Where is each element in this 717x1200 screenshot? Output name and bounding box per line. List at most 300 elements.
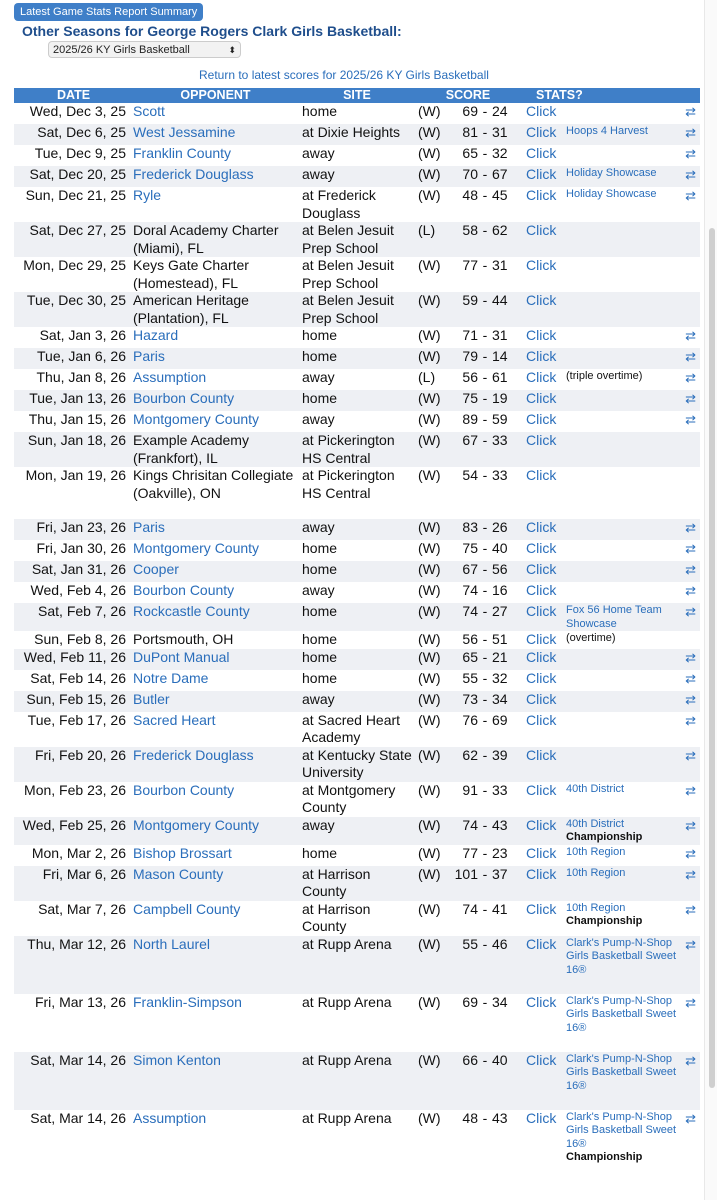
game-date: Thu, Jan 8, 26 [36, 369, 126, 385]
row-action-cell [680, 649, 700, 670]
game-note-text[interactable]: Hoops 4 Harvest [566, 125, 648, 137]
table-row [14, 292, 700, 327]
score-dash: - [482, 292, 488, 308]
game-note-text[interactable]: Clark's Pump-N-Shop Girls Basketball Sweet 16® [566, 994, 677, 1034]
game-date: Sun, Jan 18, 26 [27, 432, 126, 448]
stats-click-link[interactable]: Click [526, 145, 557, 161]
opponent-score: 34 [492, 993, 508, 1010]
game-result: (L) [418, 369, 436, 385]
compare-arrows-icon[interactable]: ⇄ [685, 167, 697, 182]
opponent-score: 46 [492, 935, 508, 952]
game-note [566, 649, 680, 670]
opponent-link[interactable]: Scott [133, 103, 165, 119]
team-score: 75 [462, 390, 478, 406]
game-note-text[interactable]: Fox 56 Home Team Showcase [566, 604, 662, 630]
season-select[interactable] [48, 41, 241, 58]
opponent-link[interactable]: Assumption [133, 1109, 207, 1126]
row-action-cell [680, 103, 700, 124]
row-action-cell [680, 1052, 700, 1110]
game-site: away [302, 145, 335, 161]
opponent-cell [133, 467, 298, 519]
opponent-score: 21 [492, 648, 508, 665]
compare-arrows-icon[interactable]: ⇄ [685, 845, 697, 861]
table-row [14, 817, 700, 845]
game-date: Mon, Feb 23, 26 [24, 781, 126, 798]
game-note-text[interactable]: 10th Region [566, 901, 626, 914]
game-site: home [302, 390, 338, 406]
compare-arrows-icon[interactable]: ⇄ [685, 817, 697, 833]
stats-click-link[interactable]: Click [526, 816, 557, 833]
game-note [566, 292, 680, 327]
table-row [14, 187, 700, 222]
game-note [566, 432, 680, 467]
row-action-cell [680, 866, 700, 901]
game-date: Wed, Feb 25, 26 [22, 816, 126, 833]
game-note [566, 467, 680, 519]
row-action-cell [680, 582, 700, 603]
stats-click-link[interactable]: Click [526, 519, 557, 535]
stats-click-link[interactable]: Click [526, 411, 557, 427]
row-action-cell [680, 187, 700, 222]
game-site: home [302, 348, 338, 364]
table-row [14, 540, 700, 561]
game-site: at Harrison County [302, 865, 371, 899]
team-score: 62 [462, 746, 478, 763]
stats-click-link[interactable]: Click [526, 935, 557, 952]
game-note [566, 257, 680, 292]
stats-click-link[interactable]: Click [526, 669, 557, 686]
score-dash: - [482, 935, 488, 952]
opponent-link[interactable]: Bourbon County [133, 390, 235, 406]
game-result: (W) [418, 690, 441, 707]
game-note-bold: Championship [566, 1151, 643, 1163]
opponent-link[interactable]: Franklin County [133, 145, 232, 161]
stats-click-link[interactable]: Click [526, 432, 557, 448]
game-date: Fri, Mar 6, 26 [42, 865, 126, 882]
table-row [14, 467, 700, 519]
score-dash: - [482, 369, 488, 385]
game-result: (W) [418, 348, 441, 364]
score-dash: - [482, 348, 488, 364]
row-action-cell [680, 845, 700, 866]
compare-arrows-icon[interactable]: ⇄ [685, 104, 697, 119]
game-note [566, 866, 680, 901]
game-date: Fri, Jan 30, 26 [36, 540, 126, 556]
game-date: Mon, Mar 2, 26 [31, 844, 126, 861]
opponent-link[interactable]: Mason County [133, 865, 224, 882]
stats-click-link[interactable]: Click [526, 467, 557, 483]
opponent-score: 62 [492, 222, 508, 238]
opponent-cell [133, 561, 298, 582]
opponent-score: 43 [492, 816, 508, 833]
team-score: 77 [462, 844, 478, 861]
opponent-score: 31 [492, 124, 508, 140]
game-date: Wed, Feb 4, 26 [30, 582, 126, 598]
game-date: Fri, Feb 20, 26 [34, 746, 126, 763]
stats-click-link[interactable]: Click [526, 746, 557, 763]
compare-arrows-icon[interactable]: ⇄ [685, 691, 697, 707]
game-site: away [302, 816, 335, 833]
game-note [566, 327, 680, 348]
stats-click-link[interactable]: Click [526, 187, 557, 203]
game-note [566, 631, 680, 649]
game-site: at Pickerington HS Central [302, 432, 395, 466]
game-note-text[interactable]: Holiday Showcase [566, 167, 657, 179]
opponent-cell [133, 691, 298, 712]
stats-click-link[interactable]: Click [526, 166, 557, 182]
opponent-link[interactable]: Bourbon County [133, 781, 235, 798]
game-note-text[interactable]: Clark's Pump-N-Shop Girls Basketball Sweet 16® [566, 1052, 677, 1092]
compare-arrows-icon[interactable]: ⇄ [685, 412, 697, 427]
stats-click-link[interactable]: Click [526, 690, 557, 707]
stats-click-link[interactable]: Click [526, 603, 557, 619]
opponent-score: 34 [492, 690, 508, 707]
opponent-score: 24 [492, 103, 508, 119]
game-note-text[interactable]: 10th Region [566, 866, 626, 879]
opponent-link[interactable]: Sacred Heart [133, 711, 216, 728]
game-site: home [302, 540, 338, 556]
stats-click-link[interactable]: Click [526, 540, 557, 556]
compare-arrows-icon[interactable]: ⇄ [685, 391, 697, 406]
game-result: (W) [418, 292, 441, 308]
game-note-text[interactable]: 40th District [566, 817, 625, 830]
game-date: Fri, Mar 13, 26 [34, 993, 126, 1010]
row-action-cell [680, 145, 700, 166]
opponent-score: 59 [492, 411, 508, 427]
game-result: (W) [418, 669, 441, 686]
opponent-score: 33 [492, 781, 508, 798]
game-result: (W) [418, 781, 441, 798]
compare-arrows-icon[interactable]: ⇄ [685, 649, 697, 665]
game-note-text[interactable]: 10th Region [566, 845, 626, 858]
team-score: 55 [462, 935, 478, 952]
team-score: 69 [462, 103, 478, 119]
opponent-cell [133, 670, 298, 691]
stats-click-link[interactable]: Click [526, 993, 557, 1010]
game-date: Tue, Feb 17, 26 [27, 711, 126, 728]
col-header-site: SITE [298, 88, 416, 103]
row-action-cell [680, 817, 700, 845]
game-date: Thu, Jan 15, 26 [28, 411, 126, 427]
opponent-score: 44 [492, 292, 508, 308]
opponent-score: 23 [492, 844, 508, 861]
opponent-cell [133, 1052, 298, 1110]
game-date: Tue, Jan 13, 26 [29, 390, 126, 406]
opponent-cell [133, 432, 298, 467]
opponent-cell [133, 187, 298, 222]
latest-stats-summary-button[interactable]: Latest Game Stats Report Summary [14, 3, 203, 21]
compare-arrows-icon[interactable]: ⇄ [685, 994, 697, 1010]
stats-click-link[interactable]: Click [526, 561, 557, 577]
opponent-link[interactable]: DuPont Manual [133, 648, 230, 665]
opponent-cell [133, 747, 298, 782]
compare-arrows-icon[interactable]: ⇄ [685, 782, 697, 798]
table-row [14, 411, 700, 432]
stats-click-link[interactable]: Click [526, 844, 557, 861]
game-note [566, 691, 680, 712]
team-score: 71 [462, 327, 478, 343]
game-note-text[interactable]: 40th District [566, 782, 625, 795]
compare-arrows-icon[interactable]: ⇄ [685, 520, 697, 535]
score-dash: - [482, 993, 488, 1010]
game-note [566, 390, 680, 411]
scrollbar-thumb[interactable] [709, 228, 715, 1088]
score-dash: - [482, 711, 488, 728]
team-score: 59 [462, 292, 478, 308]
game-site: away [302, 166, 335, 182]
stats-click-link[interactable]: Click [526, 1051, 557, 1068]
opponent-link[interactable]: Montgomery County [133, 540, 260, 556]
table-row [14, 901, 700, 936]
score-dash: - [482, 166, 488, 182]
game-date: Fri, Jan 23, 26 [36, 519, 126, 535]
game-note [566, 187, 680, 222]
stats-click-link[interactable]: Click [526, 900, 557, 917]
row-action-cell [680, 390, 700, 411]
opponent-link[interactable]: Simon Kenton [133, 1051, 221, 1068]
stats-click-link[interactable]: Click [526, 582, 557, 598]
table-row [14, 166, 700, 187]
opponent-link[interactable]: Hazard [133, 327, 179, 343]
opponent-name: Doral Academy Charter (Miami), FL [133, 222, 279, 256]
stats-click-link[interactable]: Click [526, 711, 557, 728]
opponent-cell [133, 817, 298, 845]
row-action-cell [680, 124, 700, 145]
team-score: 67 [462, 432, 478, 448]
opponent-link[interactable]: Bishop Brossart [133, 844, 232, 861]
opponent-score: 19 [492, 390, 508, 406]
opponent-link[interactable]: Bourbon County [133, 582, 235, 598]
game-result: (W) [418, 631, 441, 647]
team-score: 79 [462, 348, 478, 364]
opponent-cell [133, 782, 298, 817]
compare-arrows-icon[interactable]: ⇄ [685, 188, 697, 203]
compare-arrows-icon[interactable]: ⇄ [685, 146, 697, 161]
game-result: (W) [418, 746, 441, 763]
score-dash: - [482, 519, 488, 535]
game-note-text[interactable]: Clark's Pump-N-Shop Girls Basketball Sweet 16® [566, 1110, 677, 1150]
compare-arrows-icon[interactable]: ⇄ [685, 670, 697, 686]
compare-arrows-icon[interactable]: ⇄ [685, 125, 697, 140]
compare-arrows-icon[interactable]: ⇄ [685, 901, 697, 917]
compare-arrows-icon[interactable]: ⇄ [685, 1110, 697, 1126]
opponent-link[interactable]: Ryle [133, 187, 162, 203]
score-dash: - [482, 648, 488, 665]
opponent-link[interactable]: Paris [133, 519, 165, 535]
game-note [566, 670, 680, 691]
stats-click-link[interactable]: Click [526, 124, 557, 140]
game-result: (W) [418, 711, 441, 728]
game-note [566, 1052, 680, 1110]
game-result: (W) [418, 187, 441, 203]
opponent-link[interactable]: Montgomery County [133, 411, 260, 427]
opponent-link[interactable]: West Jessamine [133, 124, 236, 140]
team-score: 66 [462, 1051, 478, 1068]
table-row [14, 866, 700, 901]
table-row [14, 124, 700, 145]
score-dash: - [482, 390, 488, 406]
stats-click-link[interactable]: Click [526, 222, 557, 238]
stats-click-link[interactable]: Click [526, 327, 557, 343]
compare-arrows-icon[interactable]: ⇄ [685, 604, 697, 619]
opponent-score: 51 [492, 631, 508, 647]
game-note [566, 519, 680, 540]
return-to-latest-link[interactable]: Return to latest scores for 2025/26 KY Girls Basketball [199, 68, 489, 82]
score-dash: - [482, 145, 488, 161]
row-action-cell [680, 1110, 700, 1182]
stats-click-link[interactable]: Click [526, 369, 557, 385]
score-dash: - [482, 603, 488, 619]
game-date: Tue, Dec 9, 25 [34, 145, 126, 161]
game-result: (W) [418, 519, 441, 535]
game-date: Sat, Jan 31, 26 [31, 561, 126, 577]
game-note-text[interactable]: Holiday Showcase [566, 188, 657, 200]
compare-arrows-icon[interactable]: ⇄ [685, 541, 697, 556]
opponent-score: 16 [492, 582, 508, 598]
table-row [14, 327, 700, 348]
opponent-name: Portsmouth, OH [133, 631, 234, 647]
opponent-link[interactable]: Campbell County [133, 900, 241, 917]
opponent-link[interactable]: Rockcastle County [133, 603, 250, 619]
game-result: (W) [418, 561, 441, 577]
game-site: away [302, 369, 335, 385]
compare-arrows-icon[interactable]: ⇄ [685, 712, 697, 728]
opponent-link[interactable]: Franklin-Simpson [133, 993, 242, 1010]
row-action-cell [680, 782, 700, 817]
row-action-cell [680, 166, 700, 187]
game-result: (W) [418, 1109, 441, 1126]
table-row [14, 519, 700, 540]
stats-click-link[interactable]: Click [526, 1109, 557, 1126]
opponent-link[interactable]: Butler [133, 690, 170, 707]
game-note [566, 124, 680, 145]
team-score: 74 [462, 816, 478, 833]
table-row [14, 603, 700, 631]
row-action-cell [680, 540, 700, 561]
opponent-score: 41 [492, 900, 508, 917]
compare-arrows-icon[interactable]: ⇄ [685, 747, 697, 763]
compare-arrows-icon[interactable]: ⇄ [685, 562, 697, 577]
game-date: Tue, Dec 30, 25 [26, 292, 126, 308]
score-dash: - [482, 467, 488, 483]
game-site: at Rupp Arena [302, 1109, 392, 1126]
stats-click-link[interactable]: Click [526, 865, 557, 882]
stats-click-link[interactable]: Click [526, 648, 557, 665]
opponent-link[interactable]: Assumption [133, 369, 207, 385]
stats-click-link[interactable]: Click [526, 631, 557, 647]
compare-arrows-icon[interactable]: ⇄ [685, 936, 697, 952]
game-site: at Rupp Arena [302, 1051, 392, 1068]
row-action-cell [680, 222, 700, 257]
game-site: at Rupp Arena [302, 935, 392, 952]
opponent-cell [133, 124, 298, 145]
team-score: 67 [462, 561, 478, 577]
opponent-link[interactable]: Montgomery County [133, 816, 260, 833]
team-score: 74 [462, 603, 478, 619]
team-score: 69 [462, 993, 478, 1010]
game-date: Sat, Jan 3, 26 [39, 327, 126, 343]
game-result: (W) [418, 124, 441, 140]
table-row [14, 582, 700, 603]
opponent-cell [133, 390, 298, 411]
game-result: (W) [418, 257, 441, 273]
team-score: 48 [462, 1109, 478, 1126]
table-row [14, 145, 700, 166]
stats-click-link[interactable]: Click [526, 348, 557, 364]
table-row [14, 390, 700, 411]
opponent-cell [133, 901, 298, 936]
opponent-cell [133, 519, 298, 540]
stats-click-link[interactable]: Click [526, 292, 557, 308]
opponent-link[interactable]: North Laurel [133, 935, 211, 952]
row-action-cell [680, 561, 700, 582]
game-site: at Belen Jesuit Prep School [302, 292, 394, 326]
game-result: (W) [418, 411, 441, 427]
game-site: at Pickerington HS Central [302, 467, 395, 501]
row-action-cell [680, 292, 700, 327]
stats-click-link[interactable]: Click [526, 257, 557, 273]
opponent-link[interactable]: Frederick Douglass [133, 746, 254, 763]
game-site: at Belen Jesuit Prep School [302, 222, 394, 256]
opponent-cell [133, 994, 298, 1052]
stats-click-link[interactable]: Click [526, 781, 557, 798]
row-action-cell [680, 936, 700, 994]
team-score: 74 [462, 582, 478, 598]
opponent-cell [133, 411, 298, 432]
opponent-score: 32 [492, 669, 508, 686]
row-action-cell [680, 994, 700, 1052]
team-score: 65 [462, 145, 478, 161]
table-row [14, 631, 700, 649]
opponent-link[interactable]: Paris [133, 348, 165, 364]
stats-click-link[interactable]: Click [526, 390, 557, 406]
compare-arrows-icon[interactable]: ⇄ [685, 370, 697, 385]
game-site: at Frederick Douglass [302, 187, 376, 221]
team-score: 83 [462, 519, 478, 535]
game-result: (W) [418, 166, 441, 182]
table-row [14, 222, 700, 257]
compare-arrows-icon[interactable]: ⇄ [685, 349, 697, 364]
opponent-link[interactable]: Frederick Douglass [133, 166, 254, 182]
score-dash: - [482, 327, 488, 343]
game-note [566, 901, 680, 936]
game-date: Sat, Dec 27, 25 [29, 222, 126, 238]
stats-click-link[interactable]: Click [526, 103, 557, 119]
game-result: (W) [418, 844, 441, 861]
game-note-text[interactable]: Clark's Pump-N-Shop Girls Basketball Sweet 16® [566, 936, 677, 976]
score-dash: - [482, 582, 488, 598]
game-date: Sun, Feb 8, 26 [34, 631, 126, 647]
opponent-score: 39 [492, 746, 508, 763]
opponent-link[interactable]: Notre Dame [133, 669, 209, 686]
compare-arrows-icon[interactable]: ⇄ [685, 1052, 697, 1068]
table-row [14, 670, 700, 691]
game-note [566, 166, 680, 187]
compare-arrows-icon[interactable]: ⇄ [685, 583, 697, 598]
game-date: Wed, Feb 11, 26 [23, 648, 126, 665]
compare-arrows-icon[interactable]: ⇄ [685, 328, 697, 343]
compare-arrows-icon[interactable]: ⇄ [685, 866, 697, 882]
team-score: 73 [462, 690, 478, 707]
opponent-score: 61 [492, 369, 508, 385]
game-result: (W) [418, 327, 441, 343]
table-row [14, 747, 700, 782]
game-note-text: (triple overtime) [566, 370, 643, 382]
game-site: home [302, 648, 338, 665]
game-note [566, 817, 680, 845]
game-site: at Sacred Heart Academy [302, 711, 401, 745]
opponent-link[interactable]: Cooper [133, 561, 179, 577]
